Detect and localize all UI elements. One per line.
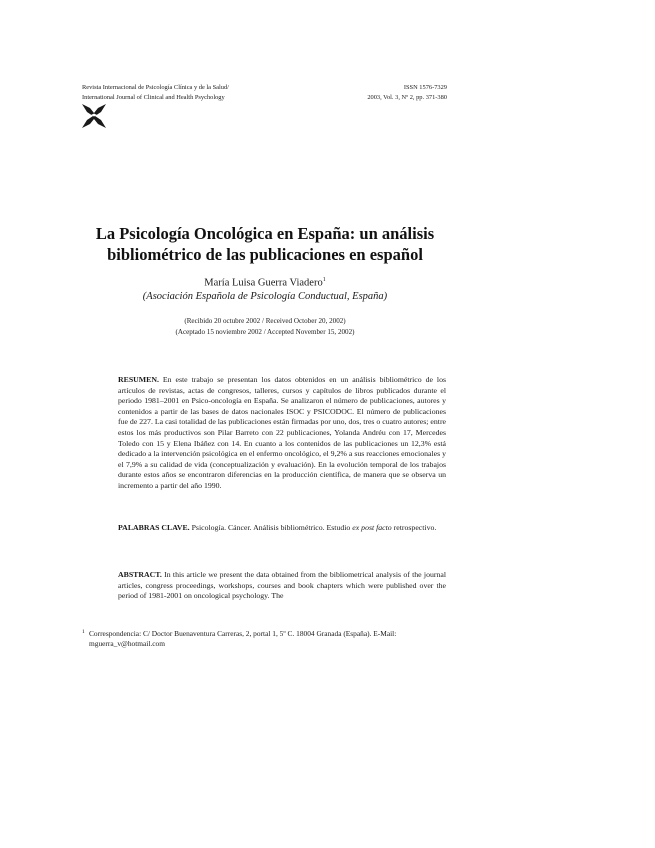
keywords-label: PALABRAS CLAVE. <box>118 523 190 532</box>
author-line <box>60 277 470 289</box>
correspondence-footnote <box>82 629 465 650</box>
author-affiliation: (Asociación Española de Psicología Conductual, España) <box>142 291 388 302</box>
volume-pages: 2003, Vol. 3, Nº 2, pp. 371-380 <box>367 93 447 101</box>
keywords-paragraph <box>118 523 446 534</box>
resumen-paragraph <box>118 375 446 492</box>
issue-info <box>367 83 447 102</box>
issn: ISSN 1576-7329 <box>403 84 447 91</box>
resumen-label: RESUMEN. <box>118 375 159 384</box>
journal-header <box>82 83 229 102</box>
footnote-marker: 1 <box>82 629 85 635</box>
title-line-1: La Psicología Oncológica en España: un análisis <box>95 224 435 243</box>
journal-logo-icon <box>81 103 107 129</box>
accepted-date: (Aceptado 15 noviembre 2002 / Accepted November 15, 2002) <box>175 327 355 336</box>
author-name: María Luisa Guerra Viadero <box>204 277 323 289</box>
article-title <box>60 223 470 265</box>
keywords-text: Psicología. Cáncer. Análisis bibliométrico. Estudio <box>191 523 351 532</box>
title-line-2: bibliométrico de las publicaciones en español <box>107 245 423 264</box>
footnote-text: Correspondencia: C/ Doctor Buenaventura Carreras, 2, portal 1, 5º C. 18004 Granada (España). E-Mail: mguerra_v@hotmail.com <box>89 629 397 649</box>
journal-title-es: Revista Internacional de Psicología Clínica y de la Salud/ <box>82 84 229 91</box>
keywords-text-end: retrospectivo. <box>393 523 437 532</box>
submission-dates <box>60 316 470 337</box>
received-date: (Recibido 20 octubre 2002 / Received October 20, 2002) <box>184 317 346 325</box>
keywords-italic: ex post facto <box>352 523 392 532</box>
resumen-text: En este trabajo se presentan los datos obtenidos en un análisis bibliométrico de los artículos de revistas, actas de congresos, talleres, cursos y capítulos de libros publicados durante el periodo 1981–2001 en Psico-oncología en España. Se analizaron el número de publicaciones, autores y contenidos a partir de las bases de datos nacionales ISOC y PSICODOC. El número de publicaciones fue de 227. La casi totalidad de las publicaciones están firmadas por uno, dos, tres o cuatro autores; entre estos los más productivos son Pilar Barreto con 22 publicaciones, Yolanda Andréu con 17, Mercedes Toledo con 15 y Elena Ibáñez con 14. En cuanto a los contenidos de las publicaciones un 12,3% está dedicado a la intervención psicológica en el enfermo oncológico, el 9,2% a sus reacciones emocionales y el 7,9% a su calidad de vida (conceptualización y evaluación). En la evolución temporal de los trabajos durante estos años se encontraron diferencias en la producción científica, de manera que se observa un incremento a partir del año 1990. <box>118 375 447 490</box>
abstract-text: In this article we present the data obtained from the bibliometrical analysis of the journal articles, congress proceedings, workshops, courses and book chapters which were published over the period of 1981-2001 on oncological psychology. The <box>118 570 446 601</box>
journal-title-en: International Journal of Clinical and Health Psychology <box>82 93 225 101</box>
author-footnote-marker: 1 <box>322 277 326 283</box>
abstract-label: ABSTRACT. <box>118 570 162 579</box>
abstract-paragraph <box>118 570 446 602</box>
